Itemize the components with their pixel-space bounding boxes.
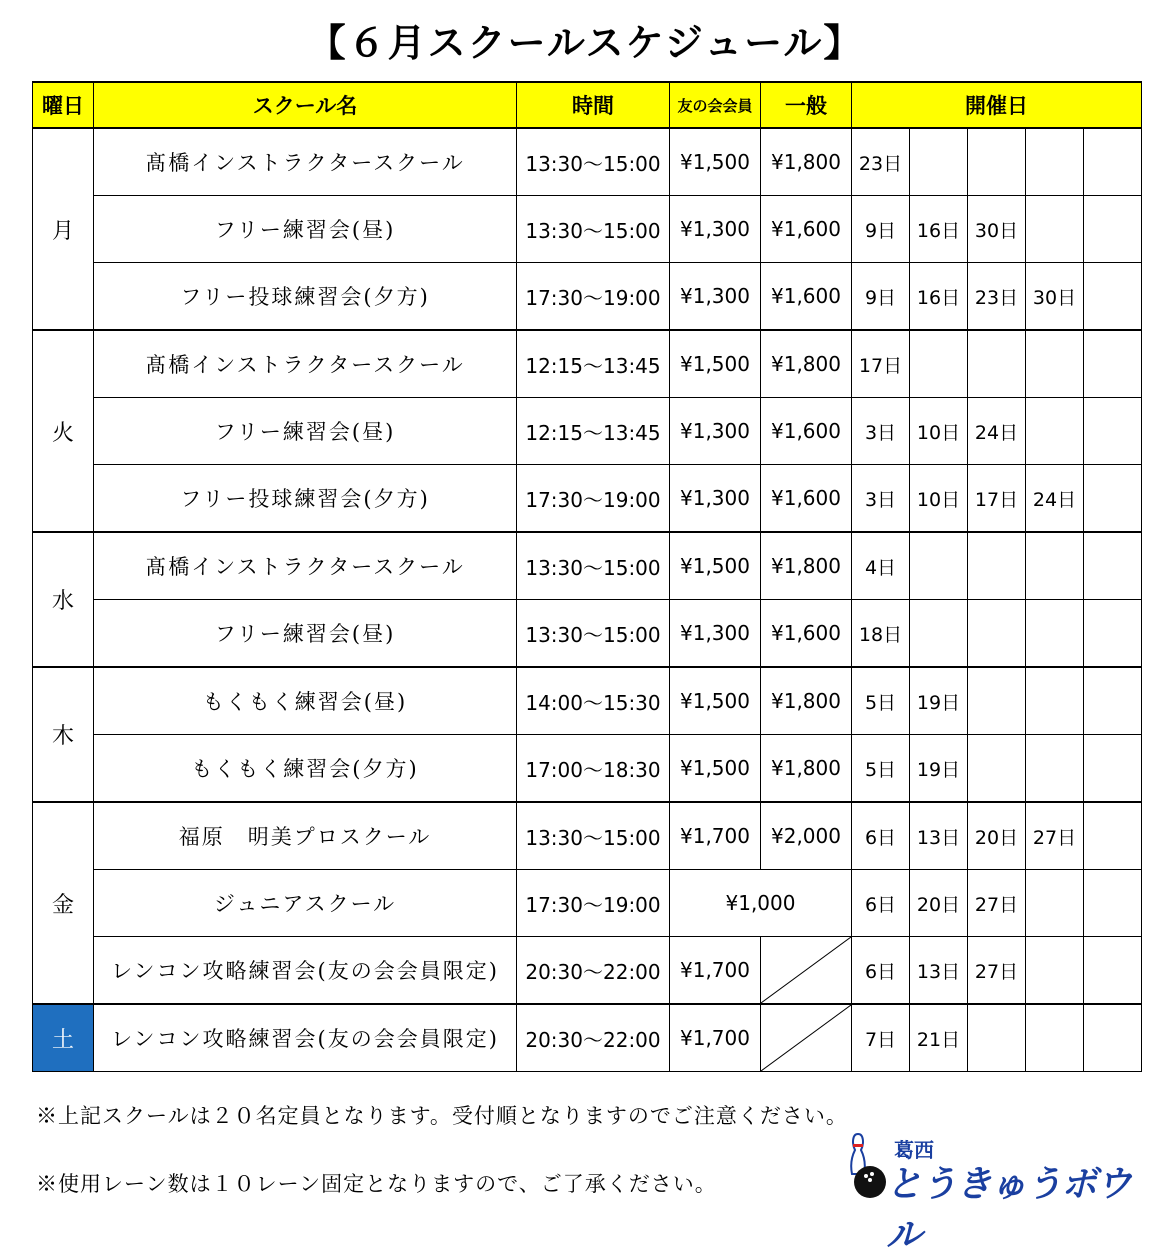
date-cell: 16日 bbox=[910, 263, 968, 331]
member-price-cell: ¥1,300 bbox=[670, 196, 761, 263]
date-cell: 24日 bbox=[968, 398, 1026, 465]
table-row bbox=[33, 1004, 1142, 1072]
school-name-cell: もくもく練習会(夕方) bbox=[94, 735, 517, 803]
date-cell: 6日 bbox=[852, 870, 910, 937]
member-price-cell: ¥1,700 bbox=[670, 937, 761, 1005]
school-name-cell: レンコン攻略練習会(友の会会員限定) bbox=[94, 937, 517, 1005]
date-cell bbox=[910, 330, 968, 398]
school-name-cell: もくもく練習会(昼) bbox=[94, 667, 517, 735]
time-cell: 17:00～18:30 bbox=[517, 735, 670, 803]
header-school-name: スクール名 bbox=[94, 82, 517, 128]
note-capacity: ※上記スクールは２０名定員となります。受付順となりますのでご注意ください。 bbox=[36, 1104, 848, 1128]
date-cell bbox=[1026, 330, 1084, 398]
note-lanes: ※使用レーン数は１０レーン固定となりますので、ご了承ください。 bbox=[36, 1172, 717, 1196]
date-cell bbox=[1084, 870, 1142, 937]
general-price-cell: ¥1,800 bbox=[761, 128, 852, 196]
general-price-cell: ¥1,600 bbox=[761, 600, 852, 668]
time-cell: 17:30～19:00 bbox=[517, 263, 670, 331]
time-cell: 13:30～15:00 bbox=[517, 128, 670, 196]
date-cell: 3日 bbox=[852, 398, 910, 465]
table-row bbox=[33, 735, 1142, 803]
school-name-cell: 髙橋インストラクタースクール bbox=[94, 532, 517, 600]
member-price-cell: ¥1,700 bbox=[670, 802, 761, 870]
date-cell: 27日 bbox=[968, 870, 1026, 937]
date-cell: 9日 bbox=[852, 263, 910, 331]
date-cell: 6日 bbox=[852, 802, 910, 870]
table-row bbox=[33, 196, 1142, 263]
date-cell bbox=[910, 600, 968, 668]
general-price-cell: ¥2,000 bbox=[761, 802, 852, 870]
school-name-cell: 髙橋インストラクタースクール bbox=[94, 330, 517, 398]
date-cell bbox=[1084, 532, 1142, 600]
date-cell: 30日 bbox=[968, 196, 1026, 263]
table-row bbox=[33, 263, 1142, 331]
general-price-cell: ¥1,800 bbox=[761, 667, 852, 735]
date-cell bbox=[968, 330, 1026, 398]
date-cell: 17日 bbox=[852, 330, 910, 398]
date-cell bbox=[1084, 937, 1142, 1005]
school-name-cell: レンコン攻略練習会(友の会会員限定) bbox=[94, 1004, 517, 1072]
date-cell bbox=[1084, 735, 1142, 803]
date-cell bbox=[968, 735, 1026, 803]
time-cell: 17:30～19:00 bbox=[517, 465, 670, 533]
date-cell bbox=[1026, 870, 1084, 937]
school-name-cell: 髙橋インストラクタースクール bbox=[94, 128, 517, 196]
date-cell: 21日 bbox=[910, 1004, 968, 1072]
time-cell: 20:30～22:00 bbox=[517, 937, 670, 1005]
date-cell bbox=[1026, 667, 1084, 735]
member-price-cell: ¥1,500 bbox=[670, 330, 761, 398]
date-cell: 10日 bbox=[910, 398, 968, 465]
date-cell: 18日 bbox=[852, 600, 910, 668]
date-cell bbox=[968, 128, 1026, 196]
member-price-cell: ¥1,500 bbox=[670, 735, 761, 803]
school-name-cell: ジュニアスクール bbox=[94, 870, 517, 937]
date-cell bbox=[1026, 196, 1084, 263]
member-price-cell: ¥1,300 bbox=[670, 600, 761, 668]
date-cell: 27日 bbox=[968, 937, 1026, 1005]
date-cell bbox=[910, 532, 968, 600]
school-name-cell: フリー投球練習会(夕方) bbox=[94, 263, 517, 331]
general-price-cell: ¥1,600 bbox=[761, 196, 852, 263]
member-price-cell: ¥1,300 bbox=[670, 398, 761, 465]
date-cell bbox=[1084, 196, 1142, 263]
time-cell: 13:30～15:00 bbox=[517, 802, 670, 870]
bowling-pin-ball-icon bbox=[846, 1130, 890, 1202]
time-cell: 12:15～13:45 bbox=[517, 330, 670, 398]
time-cell: 12:15～13:45 bbox=[517, 398, 670, 465]
date-cell: 20日 bbox=[910, 870, 968, 937]
member-price-cell: ¥1,300 bbox=[670, 465, 761, 533]
date-cell bbox=[1026, 128, 1084, 196]
date-cell: 5日 bbox=[852, 735, 910, 803]
member-price-cell: ¥1,300 bbox=[670, 263, 761, 331]
date-cell: 7日 bbox=[852, 1004, 910, 1072]
general-price-na-cell bbox=[761, 937, 852, 1005]
table-row bbox=[33, 330, 1142, 398]
date-cell bbox=[1026, 1004, 1084, 1072]
date-cell: 4日 bbox=[852, 532, 910, 600]
general-price-cell: ¥1,800 bbox=[761, 330, 852, 398]
table-row bbox=[33, 870, 1142, 937]
page-title: 【６月スクールスケジュール】 bbox=[307, 20, 864, 65]
general-price-cell: ¥1,600 bbox=[761, 263, 852, 331]
time-cell: 13:30～15:00 bbox=[517, 196, 670, 263]
member-price-cell: ¥1,500 bbox=[670, 667, 761, 735]
general-price-cell: ¥1,800 bbox=[761, 532, 852, 600]
day-cell: 火 bbox=[33, 330, 94, 532]
date-cell: 17日 bbox=[968, 465, 1026, 533]
table-row bbox=[33, 600, 1142, 668]
logo-main-text: とうきゅうボウル bbox=[886, 1164, 1132, 1256]
day-cell: 金 bbox=[33, 802, 94, 1004]
table-row bbox=[33, 802, 1142, 870]
school-name-cell: フリー練習会(昼) bbox=[94, 600, 517, 668]
date-cell bbox=[1084, 600, 1142, 668]
day-cell: 月 bbox=[33, 128, 94, 330]
date-cell bbox=[1026, 937, 1084, 1005]
header-time: 時間 bbox=[517, 82, 670, 128]
logo bbox=[846, 1130, 1136, 1256]
general-price-cell: ¥1,600 bbox=[761, 398, 852, 465]
date-cell bbox=[1026, 532, 1084, 600]
time-cell: 20:30～22:00 bbox=[517, 1004, 670, 1072]
general-price-cell: ¥1,600 bbox=[761, 465, 852, 533]
date-cell bbox=[1026, 735, 1084, 803]
general-price-na-cell bbox=[761, 1004, 852, 1072]
member-price-cell: ¥1,500 bbox=[670, 532, 761, 600]
table-row bbox=[33, 667, 1142, 735]
date-cell: 19日 bbox=[910, 735, 968, 803]
date-cell bbox=[910, 128, 968, 196]
day-cell: 木 bbox=[33, 667, 94, 802]
date-cell: 10日 bbox=[910, 465, 968, 533]
date-cell bbox=[1084, 1004, 1142, 1072]
time-cell: 17:30～19:00 bbox=[517, 870, 670, 937]
date-cell bbox=[1026, 398, 1084, 465]
school-name-cell: フリー練習会(昼) bbox=[94, 398, 517, 465]
date-cell: 13日 bbox=[910, 937, 968, 1005]
header-day: 曜日 bbox=[33, 82, 94, 128]
date-cell bbox=[1084, 667, 1142, 735]
school-name-cell: フリー練習会(昼) bbox=[94, 196, 517, 263]
date-cell: 3日 bbox=[852, 465, 910, 533]
date-cell: 16日 bbox=[910, 196, 968, 263]
date-cell: 23日 bbox=[968, 263, 1026, 331]
time-cell: 13:30～15:00 bbox=[517, 600, 670, 668]
header-general-price: 一般 bbox=[761, 82, 852, 128]
date-cell bbox=[1084, 330, 1142, 398]
date-cell bbox=[968, 1004, 1026, 1072]
school-name-cell: フリー投球練習会(夕方) bbox=[94, 465, 517, 533]
date-cell bbox=[1084, 398, 1142, 465]
member-price-cell: ¥1,700 bbox=[670, 1004, 761, 1072]
date-cell bbox=[1026, 600, 1084, 668]
date-cell bbox=[1084, 465, 1142, 533]
date-cell: 30日 bbox=[1026, 263, 1084, 331]
day-cell: 水 bbox=[33, 532, 94, 667]
table-row bbox=[33, 398, 1142, 465]
date-cell bbox=[968, 667, 1026, 735]
date-cell bbox=[1084, 128, 1142, 196]
date-cell: 5日 bbox=[852, 667, 910, 735]
table-row bbox=[33, 937, 1142, 1005]
time-cell: 13:30～15:00 bbox=[517, 532, 670, 600]
school-name-cell: 福原 明美プロスクール bbox=[94, 802, 517, 870]
date-cell: 19日 bbox=[910, 667, 968, 735]
header-row bbox=[33, 82, 1142, 128]
date-cell: 20日 bbox=[968, 802, 1026, 870]
date-cell bbox=[1084, 802, 1142, 870]
date-cell bbox=[968, 600, 1026, 668]
date-cell: 24日 bbox=[1026, 465, 1084, 533]
header-member-price: 友の会会員 bbox=[670, 82, 761, 128]
table-row bbox=[33, 532, 1142, 600]
date-cell bbox=[968, 532, 1026, 600]
combined-price-cell: ¥1,000 bbox=[670, 870, 852, 937]
day-cell: 土 bbox=[33, 1004, 94, 1072]
header-dates: 開催日 bbox=[852, 82, 1142, 128]
schedule-table bbox=[32, 81, 1142, 1072]
date-cell: 27日 bbox=[1026, 802, 1084, 870]
date-cell: 23日 bbox=[852, 128, 910, 196]
member-price-cell: ¥1,500 bbox=[670, 128, 761, 196]
logo-top-text: 葛西 bbox=[894, 1138, 934, 1162]
table-row bbox=[33, 128, 1142, 196]
time-cell: 14:00～15:30 bbox=[517, 667, 670, 735]
general-price-cell: ¥1,800 bbox=[761, 735, 852, 803]
table-row bbox=[33, 465, 1142, 533]
date-cell: 9日 bbox=[852, 196, 910, 263]
date-cell: 13日 bbox=[910, 802, 968, 870]
date-cell: 6日 bbox=[852, 937, 910, 1005]
date-cell bbox=[1084, 263, 1142, 331]
